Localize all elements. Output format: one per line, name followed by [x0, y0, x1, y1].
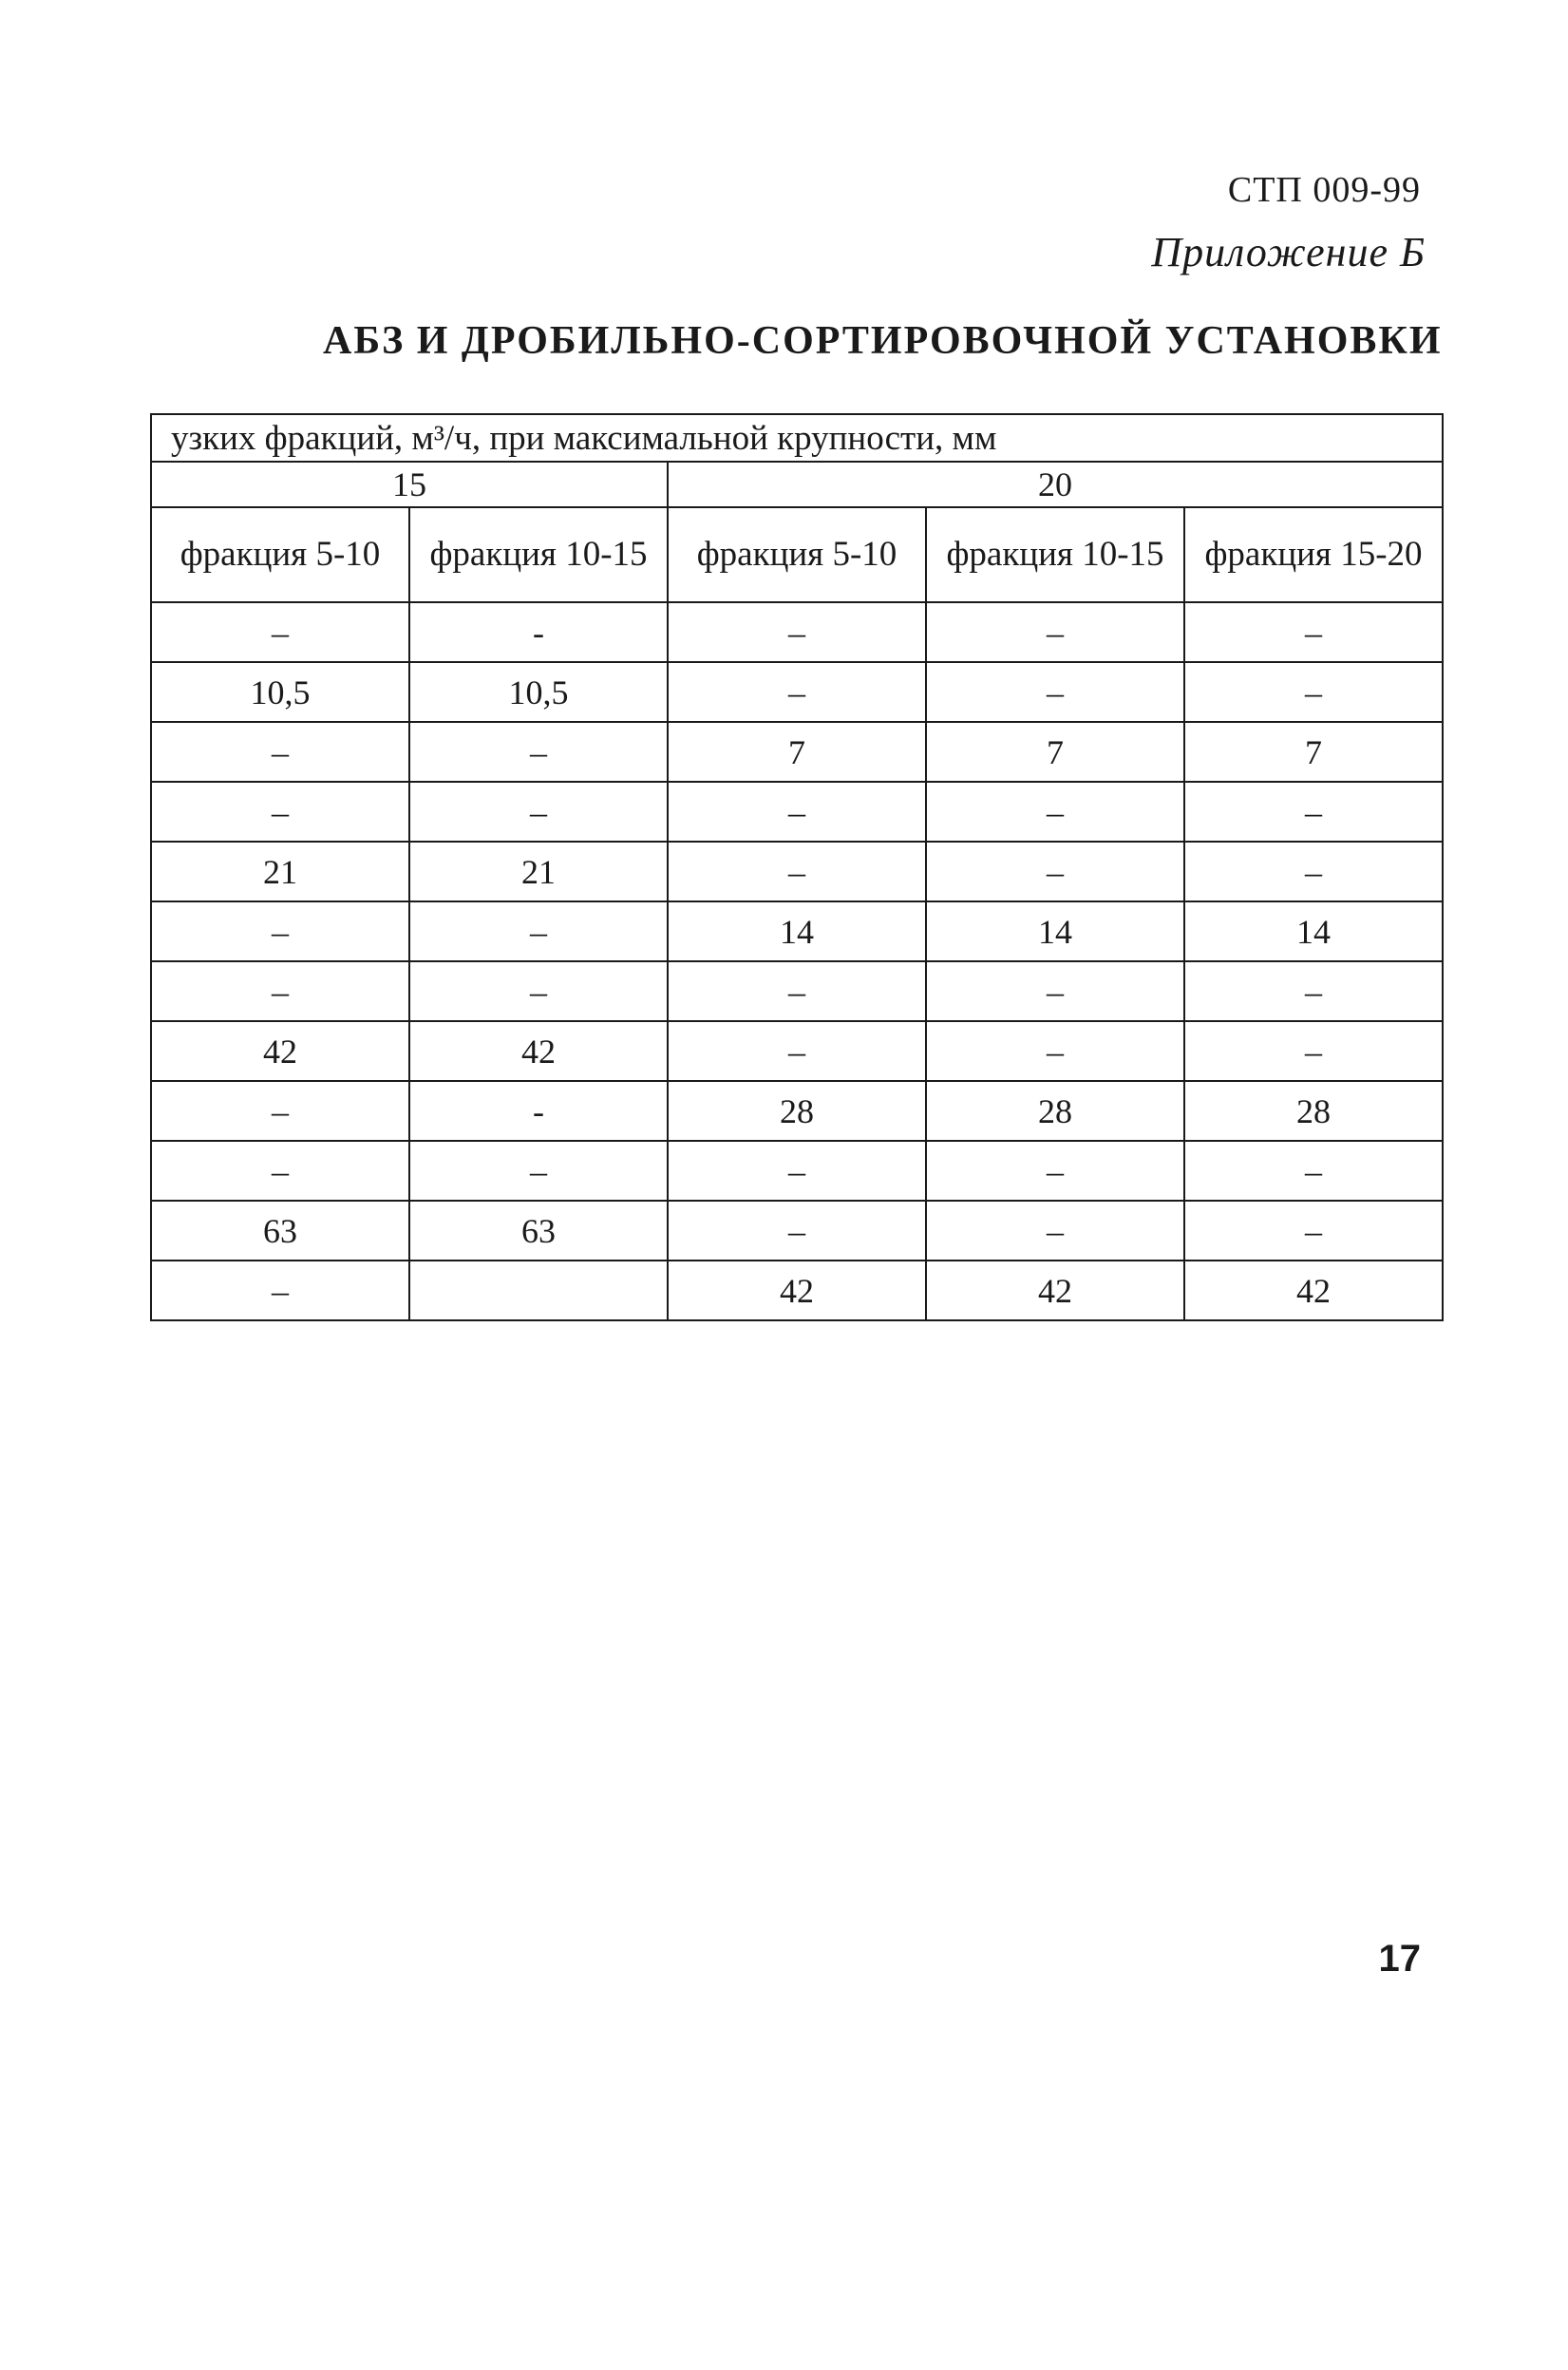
- table-cell: –: [409, 722, 668, 782]
- table-cell: 14: [1184, 901, 1443, 961]
- table-cell: 14: [668, 901, 926, 961]
- table-cell: –: [1184, 602, 1443, 662]
- table-cell: 21: [151, 842, 409, 901]
- table-cell: –: [151, 722, 409, 782]
- table-cell: –: [151, 1141, 409, 1201]
- table-cell: 42: [409, 1021, 668, 1081]
- table-cell: –: [409, 961, 668, 1021]
- table-cell: –: [151, 901, 409, 961]
- table-cell: 7: [926, 722, 1184, 782]
- table-cell: 63: [409, 1201, 668, 1261]
- fraction-header: фракция 10-15: [926, 507, 1184, 602]
- table-row: [151, 961, 1443, 1021]
- table-cell: 7: [1184, 722, 1443, 782]
- table-cell: 28: [1184, 1081, 1443, 1141]
- table-cell: 42: [668, 1261, 926, 1320]
- table-row: [151, 1261, 1443, 1320]
- table-cell: –: [668, 842, 926, 901]
- fraction-header: фракция 5-10: [668, 507, 926, 602]
- table-caption-row: [151, 414, 1443, 462]
- table-cell: –: [668, 961, 926, 1021]
- table-cell: –: [409, 901, 668, 961]
- fraction-header: фракция 5-10: [151, 507, 409, 602]
- table-cell: –: [926, 961, 1184, 1021]
- table-cell: –: [668, 782, 926, 842]
- fraction-header-row: [151, 507, 1443, 602]
- table-row: [151, 1201, 1443, 1261]
- size-group-15: 15: [151, 462, 668, 507]
- table-row: [151, 782, 1443, 842]
- table-cell: –: [151, 961, 409, 1021]
- table-cell: –: [409, 782, 668, 842]
- table-cell: 28: [926, 1081, 1184, 1141]
- table-cell: –: [151, 782, 409, 842]
- table-cell: –: [1184, 1021, 1443, 1081]
- table-cell: 63: [151, 1201, 409, 1261]
- table-cell: –: [926, 1021, 1184, 1081]
- table-cell: –: [1184, 662, 1443, 722]
- table-cell: 10,5: [151, 662, 409, 722]
- capacity-table: [150, 413, 1444, 1321]
- table-row: [151, 662, 1443, 722]
- table-cell: 7: [668, 722, 926, 782]
- table-cell: –: [926, 842, 1184, 901]
- table-cell: –: [668, 662, 926, 722]
- table-cell: –: [668, 602, 926, 662]
- table-row: [151, 1081, 1443, 1141]
- table-cell: –: [1184, 1201, 1443, 1261]
- table-cell: –: [926, 782, 1184, 842]
- table-cell: –: [668, 1141, 926, 1201]
- appendix-label: Приложение Б: [1151, 229, 1426, 275]
- table-caption: узких фракций, м³/ч, при максимальной крупности, мм: [151, 414, 1443, 462]
- table-cell: 42: [926, 1261, 1184, 1320]
- table-cell: –: [1184, 961, 1443, 1021]
- table-cell: -: [409, 602, 668, 662]
- table-cell: –: [1184, 1141, 1443, 1201]
- table-cell: –: [409, 1141, 668, 1201]
- table-cell: 42: [1184, 1261, 1443, 1320]
- table-row: [151, 1141, 1443, 1201]
- table-row: [151, 1021, 1443, 1081]
- table-cell: –: [1184, 842, 1443, 901]
- table-cell: –: [1184, 782, 1443, 842]
- table-cell: 28: [668, 1081, 926, 1141]
- fraction-header: фракция 10-15: [409, 507, 668, 602]
- fraction-header: фракция 15-20: [1184, 507, 1443, 602]
- table-cell: 21: [409, 842, 668, 901]
- table-cell: –: [668, 1021, 926, 1081]
- table-cell: –: [926, 602, 1184, 662]
- table-cell: –: [151, 602, 409, 662]
- capacity-table-container: [150, 413, 1444, 1321]
- size-group-20: 20: [668, 462, 1443, 507]
- table-cell: -: [409, 1081, 668, 1141]
- table-cell: –: [926, 662, 1184, 722]
- table-row: [151, 901, 1443, 961]
- table-cell: 10,5: [409, 662, 668, 722]
- table-cell: 14: [926, 901, 1184, 961]
- table-cell: –: [151, 1261, 409, 1320]
- table-row: [151, 722, 1443, 782]
- table-row: [151, 602, 1443, 662]
- table-cell: –: [926, 1201, 1184, 1261]
- page-number: 17: [1378, 1938, 1421, 1980]
- table-cell: –: [926, 1141, 1184, 1201]
- table-row: [151, 842, 1443, 901]
- table-cell: –: [151, 1081, 409, 1141]
- size-group-row: [151, 462, 1443, 507]
- table-cell: 42: [151, 1021, 409, 1081]
- table-cell: [409, 1261, 668, 1320]
- table-cell: –: [668, 1201, 926, 1261]
- section-title: АБЗ И ДРОБИЛЬНО-СОРТИРОВОЧНОЙ УСТАНОВКИ: [323, 319, 1443, 363]
- document-code: СТП 009-99: [1227, 170, 1421, 210]
